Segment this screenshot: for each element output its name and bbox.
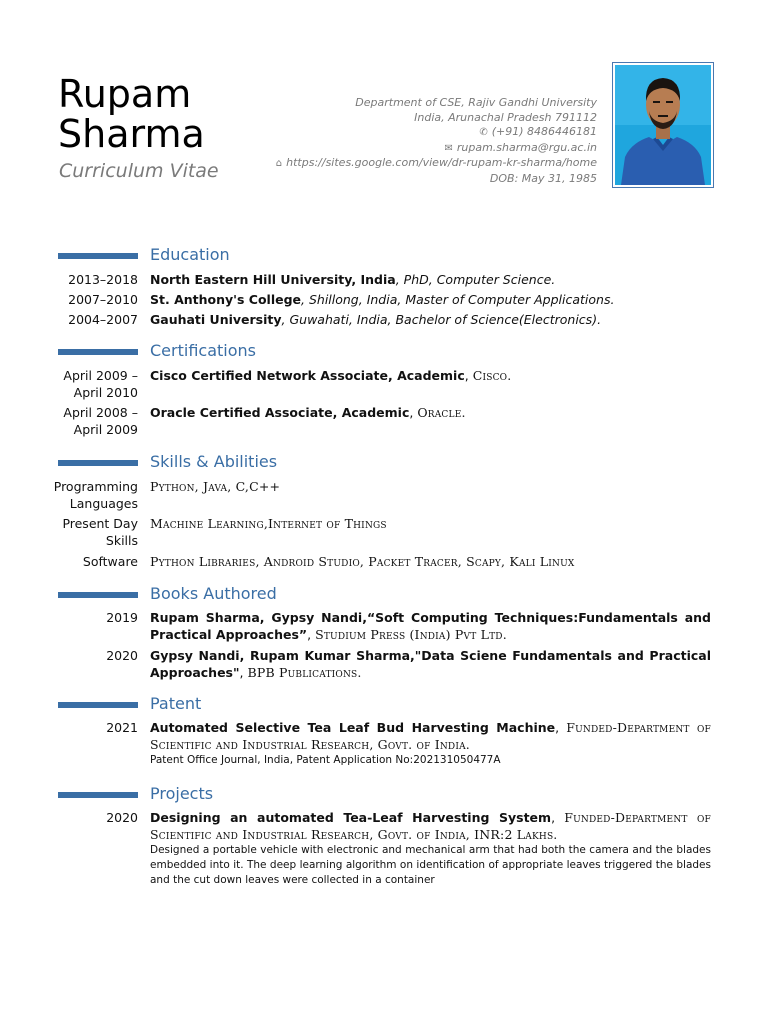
last-name: Sharma [58, 112, 205, 156]
section-bar [58, 702, 138, 708]
entry-date: 2021 [106, 720, 138, 735]
home-icon: ⌂ [275, 158, 283, 169]
contact-location: India, Arunachal Pradesh 791112 [414, 110, 597, 124]
portrait-image [615, 65, 711, 185]
phone-icon: ✆ [479, 127, 488, 138]
entry-date: 2020 [106, 648, 138, 663]
entry-content: St. Anthony's College, Shillong, India, Master of Computer Applications. [150, 292, 615, 307]
section-title: Books Authored [150, 584, 277, 603]
skill-label: Present Day Skills [62, 516, 138, 548]
project-description: Designed a portable vehicle with electronic and mechanical arm that had both the camera and the blades embedded into it. The deep learning algorithm on identification of appropriate leaves triggered the blades and the cut down leaves were collected in a container [150, 844, 711, 886]
entry-content: Cisco Certified Network Associate, Academic, Cisco. [150, 368, 512, 383]
entry-date: April 2009 – April 2010 [63, 368, 138, 400]
entry-date: 2019 [106, 610, 138, 625]
entry-date: 2004–2007 [68, 312, 138, 327]
cv-subtitle: Curriculum Vitae [59, 160, 219, 182]
section-title: Patent [150, 694, 202, 713]
section-bar [58, 349, 138, 355]
contact-phone: (+91) 8486446181 [491, 125, 597, 138]
contact-block [276, 96, 597, 186]
entry-content: Designing an automated Tea-Leaf Harvesting System, Funded-Department of Scientific and Industrial Research, Govt. of India, INR:2 Lakhs. Designed a portable vehicle with electronic and mechanical arm that had both the camera and the blades embedded into it. The deep learning algorithm on identification of appropriate leaves triggered the blades and the cut down leaves were collected in a container [150, 810, 712, 886]
section-bar [58, 792, 138, 798]
section-bar [58, 592, 138, 598]
skill-label: Software [82, 554, 138, 569]
entry-date: April 2008 – April 2009 [63, 405, 138, 437]
contact-email[interactable]: rupam.sharma@rgu.ac.in [456, 140, 597, 154]
section-title: Skills & Abilities [150, 452, 278, 471]
contact-website[interactable]: https://sites.google.com/view/dr-rupam-kr-sharma/home [286, 156, 597, 169]
name-heading [58, 74, 205, 154]
contact-phone-line [276, 125, 597, 141]
section-bar [58, 460, 138, 466]
entry-content: North Eastern Hill University, India, PhD, Computer Science. [150, 272, 556, 287]
entry-date: 2013–2018 [68, 272, 138, 287]
section-title: Education [150, 245, 230, 264]
section-title: Projects [150, 784, 214, 803]
patent-note: Patent Office Journal, India, Patent Application No:202131050477A [150, 754, 501, 766]
contact-website-line [276, 156, 597, 172]
entry-content: Automated Selective Tea Leaf Bud Harvesting Machine, Funded-Department of Scientific and Industrial Research, Govt. of India. Patent Office Journal, India, Patent Application No:202131050477A [150, 720, 711, 766]
skill-value: Python, Java, C,C++ [150, 479, 281, 494]
entry-content: Gypsy Nandi, Rupam Kumar Sharma,"Data Sciene Fundamentals and Practical Approaches", BPB Publications. [150, 648, 711, 680]
entry-content: Oracle Certified Associate, Academic, Oracle. [150, 405, 466, 420]
section-bar [58, 253, 138, 259]
contact-email-line [276, 141, 597, 157]
envelope-icon: ✉ [444, 142, 453, 154]
profile-photo [612, 62, 714, 188]
entry-content: Rupam Sharma, Gypsy Nandi,“Soft Computing Techniques:Fundamentals and Practical Approaches”, Studium Press (India) Pvt Ltd. [150, 610, 711, 642]
skill-label: Programming Languages [53, 479, 138, 511]
contact-dob: DOB: May 31, 1985 [489, 171, 597, 185]
contact-department: Department of CSE, Rajiv Gandhi University [355, 96, 597, 109]
entry-date: 2007–2010 [68, 292, 138, 307]
entry-content: Gauhati University, Guwahati, India, Bachelor of Science(Electronics). [150, 312, 602, 327]
section-title: Certifications [150, 341, 256, 360]
first-name: Rupam [58, 72, 192, 116]
skill-value: Machine Learning,Internet of Things [150, 516, 387, 531]
entry-date: 2020 [106, 810, 138, 825]
skill-value: Python Libraries, Android Studio, Packet Tracer, Scapy, Kali Linux [150, 554, 575, 569]
